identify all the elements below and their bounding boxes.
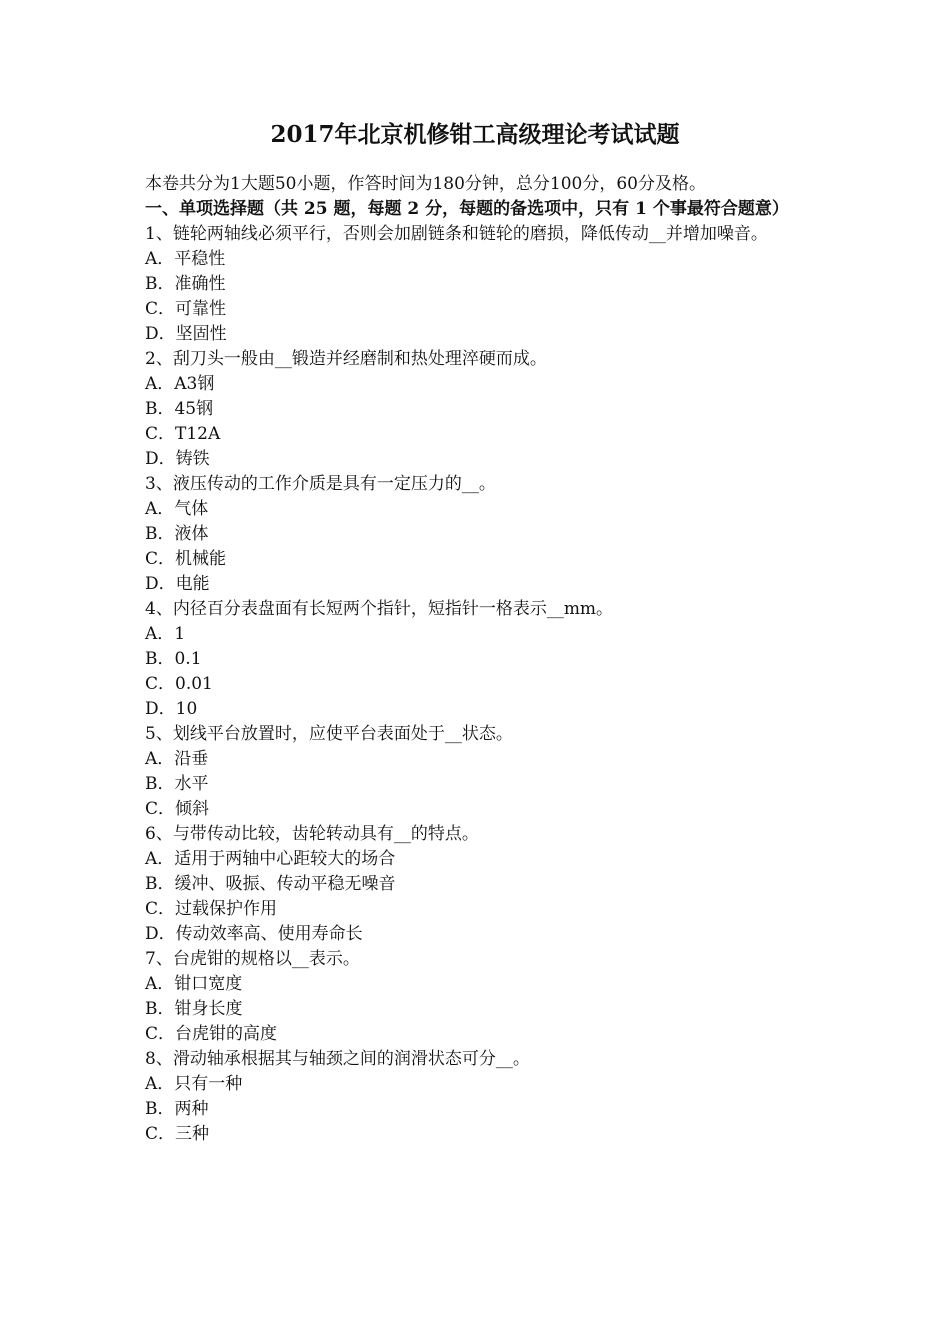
option-d: D．传动效率高、使用寿命长 xyxy=(145,924,363,944)
option-b: B．液体 xyxy=(145,524,209,544)
question-stem: 4、内径百分表盘面有长短两个指针，短指针一格表示__mm。 xyxy=(145,599,614,619)
option-b: B．水平 xyxy=(145,774,209,794)
question-stem: 5、划线平台放置时，应使平台表面处于__状态。 xyxy=(145,724,513,744)
option-a: A．钳口宽度 xyxy=(145,974,243,994)
question-stem: 6、与带传动比较，齿轮转动具有__的特点。 xyxy=(145,824,479,844)
option-d: D．电能 xyxy=(145,574,210,594)
option-a: A．气体 xyxy=(145,499,209,519)
option-c: C．T12A xyxy=(145,424,221,444)
option-b: B．0.1 xyxy=(145,649,202,669)
question-6 xyxy=(145,822,810,947)
question-3 xyxy=(145,472,810,597)
question-5 xyxy=(145,722,810,822)
option-b: B．缓冲、吸振、传动平稳无噪音 xyxy=(145,874,396,894)
option-a: A．A3钢 xyxy=(145,374,215,394)
option-c: C．台虎钳的高度 xyxy=(145,1024,278,1044)
question-stem: 8、滑动轴承根据其与轴颈之间的润滑状态可分__。 xyxy=(145,1049,530,1069)
question-4 xyxy=(145,597,810,722)
option-a: A．适用于两轴中心距较大的场合 xyxy=(145,849,396,869)
question-stem: 1、链轮两轴线必须平行，否则会加剧链条和链轮的磨损，降低传动__并增加噪音。 xyxy=(145,224,768,244)
option-b: B．两种 xyxy=(145,1099,209,1119)
option-c: C．三种 xyxy=(145,1124,210,1144)
document-body xyxy=(145,172,810,1147)
question-stem: 7、台虎钳的规格以__表示。 xyxy=(145,949,360,969)
question-stem: 3、液压传动的工作介质是具有一定压力的__。 xyxy=(145,474,496,494)
option-c: C．0.01 xyxy=(145,674,213,694)
question-7 xyxy=(145,947,810,1047)
option-b: B．45钢 xyxy=(145,399,214,419)
option-c: C．机械能 xyxy=(145,549,227,569)
page-title: 2017年北京机修钳工高级理论考试试题 xyxy=(270,121,680,148)
intro-text: 本卷共分为1大题50小题，作答时间为180分钟，总分100分，60分及格。 xyxy=(145,174,706,194)
option-c: C．过载保护作用 xyxy=(145,899,278,919)
question-stem: 2、刮刀头一般由__锻造并经磨制和热处理淬硬而成。 xyxy=(145,349,547,369)
question-2 xyxy=(145,347,810,472)
option-c: C．可靠性 xyxy=(145,299,227,319)
question-8 xyxy=(145,1047,810,1147)
option-c: C．倾斜 xyxy=(145,799,210,819)
option-a: A．只有一种 xyxy=(145,1074,243,1094)
section-heading: 一、单项选择题（共 25 题，每题 2 分，每题的备选项中，只有 1 个事最符合题意） xyxy=(145,199,789,219)
option-a: A．1 xyxy=(145,624,186,644)
question-1 xyxy=(145,222,810,347)
option-d: D．坚固性 xyxy=(145,324,227,344)
option-b: B．准确性 xyxy=(145,274,226,294)
option-a: A．平稳性 xyxy=(145,249,226,269)
option-a: A．沿垂 xyxy=(145,749,209,769)
option-d: D．铸铁 xyxy=(145,449,210,469)
option-b: B．钳身长度 xyxy=(145,999,243,1019)
option-d: D．10 xyxy=(145,699,198,719)
